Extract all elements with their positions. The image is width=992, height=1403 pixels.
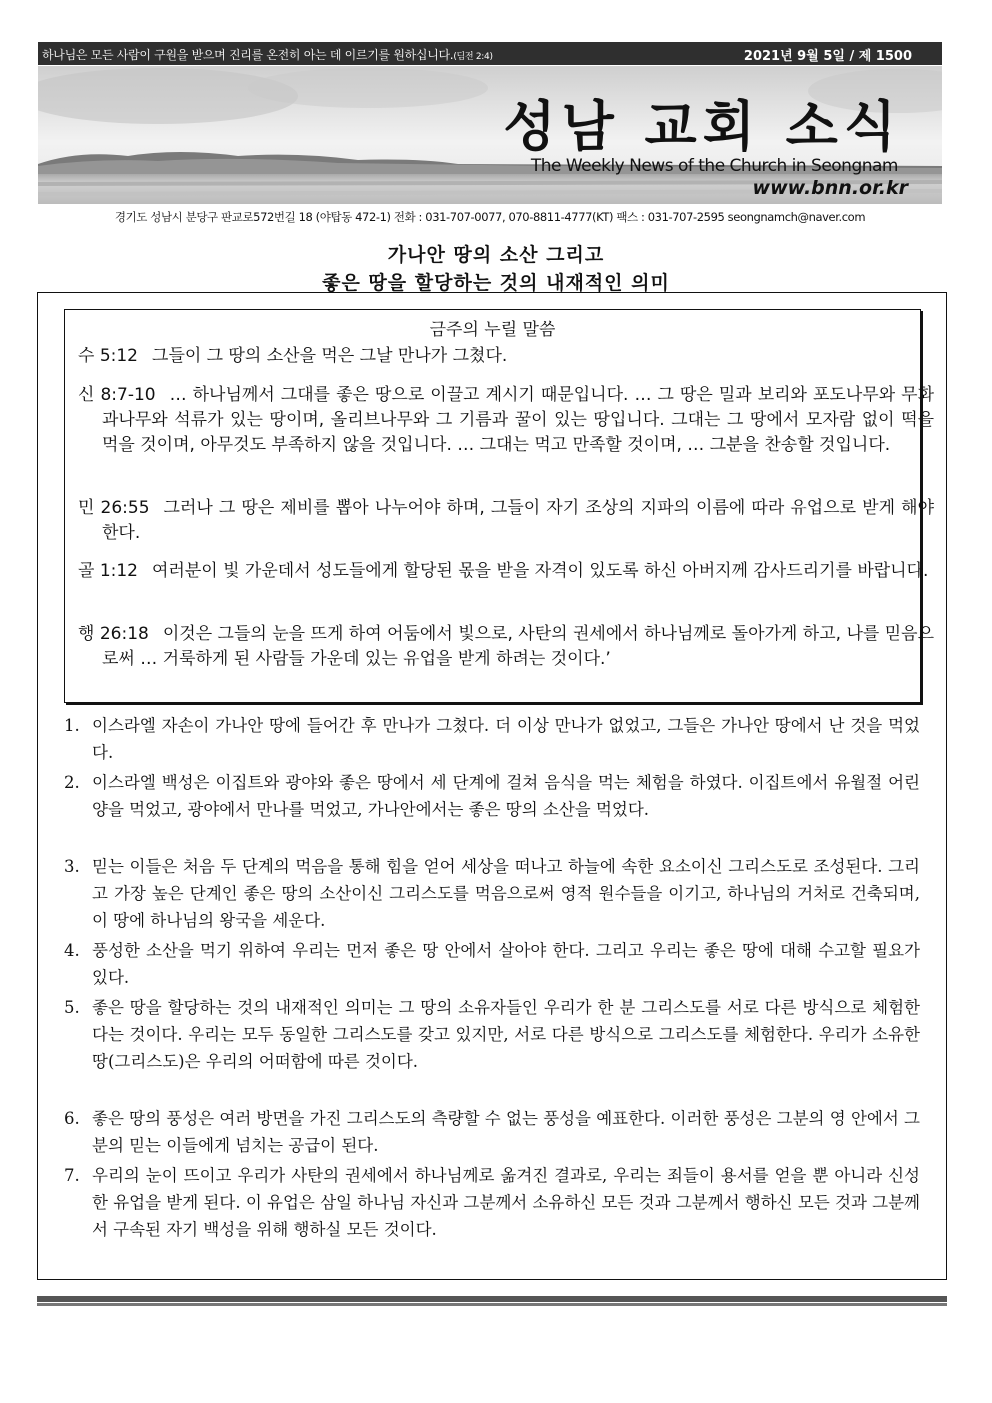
verse-item bbox=[78, 496, 934, 546]
verse-item bbox=[78, 383, 934, 458]
verse-item bbox=[78, 622, 934, 672]
point-text: 좋은 땅을 할당하는 것의 내재적인 의미는 그 땅의 소유자들인 우리가 한 분 그리스도를 서로 다른 방식으로 체험한다는 것이다. 우리는 모두 동일한 그리스도를 갖고 있지만, 서로 다른 방식으로 그리스도를 체험한다. 우리가 소유한 땅(그리스도)은 우리의 어떠함에 따른 것이다. bbox=[92, 998, 920, 1071]
verse-reference: 민 26:55 bbox=[78, 498, 150, 518]
point-number: 1. bbox=[64, 716, 80, 735]
footer-rule-thin bbox=[37, 1303, 947, 1306]
outline-point bbox=[62, 1105, 920, 1159]
verse-reference: 행 26:18 bbox=[78, 624, 149, 644]
website-link[interactable]: www.bnn.or.kr bbox=[752, 177, 908, 199]
verse-reference: 신 8:7-10 bbox=[78, 385, 156, 405]
outline-point bbox=[62, 769, 920, 823]
verses-box-title: 금주의 누릴 말씀 bbox=[429, 320, 556, 340]
footer-rule bbox=[37, 1296, 947, 1302]
point-number: 5. bbox=[64, 998, 80, 1017]
point-text: 이스라엘 백성은 이집트와 광야와 좋은 땅에서 세 단계에 걸쳐 음식을 먹는 체험을 하였다. 이집트에서 유월절 어린양을 먹었고, 광야에서 만나를 먹었고, 가나안에서는 좋은 땅의 소산을 먹었다. bbox=[92, 773, 920, 819]
point-text: 우리의 눈이 뜨이고 우리가 사탄의 권세에서 하나님께로 옮겨진 결과로, 우리는 죄들이 용서를 얻을 뿐 아니라 신성한 유업을 받게 된다. 이 유업은 삼일 하나님 자신과 그분께서 소유하신 모든 것과 그분께서 행하신 모든 것과 그분께서 구속된 자기 백성을 위해 행하실 모든 것이다. bbox=[92, 1166, 920, 1239]
point-text: 이스라엘 자손이 가나안 땅에 들어간 후 만나가 그쳤다. 더 이상 만나가 없었고, 그들은 가나안 땅에서 난 것을 먹었다. bbox=[92, 716, 920, 762]
top-bar bbox=[38, 42, 942, 65]
motto-reference: (딤전 2:4) bbox=[453, 52, 493, 62]
verse-item bbox=[78, 559, 934, 584]
newsletter-subtitle: The Weekly News of the Church in Seongnam bbox=[530, 156, 898, 176]
verse-reference: 수 5:12 bbox=[78, 346, 139, 366]
headline-line-1: 가나안 땅의 소산 그리고 bbox=[387, 244, 605, 266]
newsletter-title: 성남 교회 소식 bbox=[503, 94, 902, 158]
verse-reference: 골 1:12 bbox=[78, 561, 139, 581]
point-text: 믿는 이들은 처음 두 단계의 먹음을 통해 힘을 얻어 세상을 떠나고 하늘에 속한 요소이신 그리스도로 조성된다. 그리고 가장 높은 단계인 좋은 땅의 소산이신 그리스도를 먹음으로써 영적 원수들을 이기고, 하나님의 거처로 건축되며, 이 땅에 하나님의 왕국을 세운다. bbox=[92, 857, 920, 930]
contact-address: 경기도 성남시 분당구 판교로572번길 18 (야탑동 472-1) 전화 : 031-707-0077, 070-8811-4777(KT) 팩스 : 031-707-2595 seongnamch@naver.com bbox=[114, 210, 866, 224]
point-number: 7. bbox=[64, 1166, 80, 1185]
verse-text: 여러분이 빛 가운데서 성도들에게 할당된 몫을 받을 자격이 있도록 하신 아버지께 감사드리기를 바랍니다. bbox=[152, 561, 929, 581]
point-number: 2. bbox=[64, 773, 80, 792]
point-number: 3. bbox=[64, 857, 80, 876]
outline-point bbox=[62, 994, 920, 1075]
outline-point bbox=[62, 853, 920, 934]
verse-text: 그들이 그 땅의 소산을 먹은 그날 만나가 그쳤다. bbox=[152, 346, 508, 366]
issue-info: 2021년 9월 5일 / 제 1500 bbox=[743, 49, 912, 64]
verse-text: 이것은 그들의 눈을 뜨게 하여 어둠에서 빛으로, 사탄의 권세에서 하나님께로 돌아가게 하고, 나를 믿음으로써 … 거룩하게 된 사람들 가운데 있는 유업을 받게 하려는 것이다.’ bbox=[102, 624, 935, 669]
point-number: 6. bbox=[64, 1109, 80, 1128]
point-text: 좋은 땅의 풍성은 여러 방면을 가진 그리스도의 측량할 수 없는 풍성을 예표한다. 이러한 풍성은 그분의 영 안에서 그분의 믿는 이들에게 넘치는 공급이 된다. bbox=[92, 1109, 920, 1155]
point-number: 4. bbox=[64, 941, 80, 960]
masthead-banner bbox=[38, 66, 942, 204]
outline-point bbox=[62, 1162, 920, 1243]
point-text: 풍성한 소산을 먹기 위하여 우리는 먼저 좋은 땅 안에서 살아야 한다. 그리고 우리는 좋은 땅에 대해 수고할 필요가 있다. bbox=[92, 941, 920, 987]
verse-text: … 하나님께서 그대를 좋은 땅으로 이끌고 계시기 때문입니다. … 그 땅은 밀과 보리와 포도나무와 무화과나무와 석류가 있는 땅이며, 올리브나무와 그 기름과 꿀이 있는 땅입니다. 그대는 그 땅에서 모자람 없이 떡을 먹을 것이며, 아무것도 부족하지 않을 것입니다. … 그대는 먹고 만족할 것이며, … 그분을 찬송할 것입니다. bbox=[102, 385, 935, 455]
verse-text: 그러나 그 땅은 제비를 뽑아 나누어야 하며, 그들이 자기 조상의 지파의 이름에 따라 유업으로 받게 해야 한다. bbox=[102, 498, 934, 543]
outline-point bbox=[62, 712, 920, 766]
verse-item bbox=[78, 344, 934, 369]
headline-line-2: 좋은 땅을 할당하는 것의 내재적인 의미 bbox=[322, 272, 670, 294]
outline-point bbox=[62, 937, 920, 991]
motto: 하나님은 모든 사람이 구원을 받으며 진리를 온전히 아는 데 이르기를 원하십니다.(딤전 2:4) bbox=[42, 48, 493, 62]
